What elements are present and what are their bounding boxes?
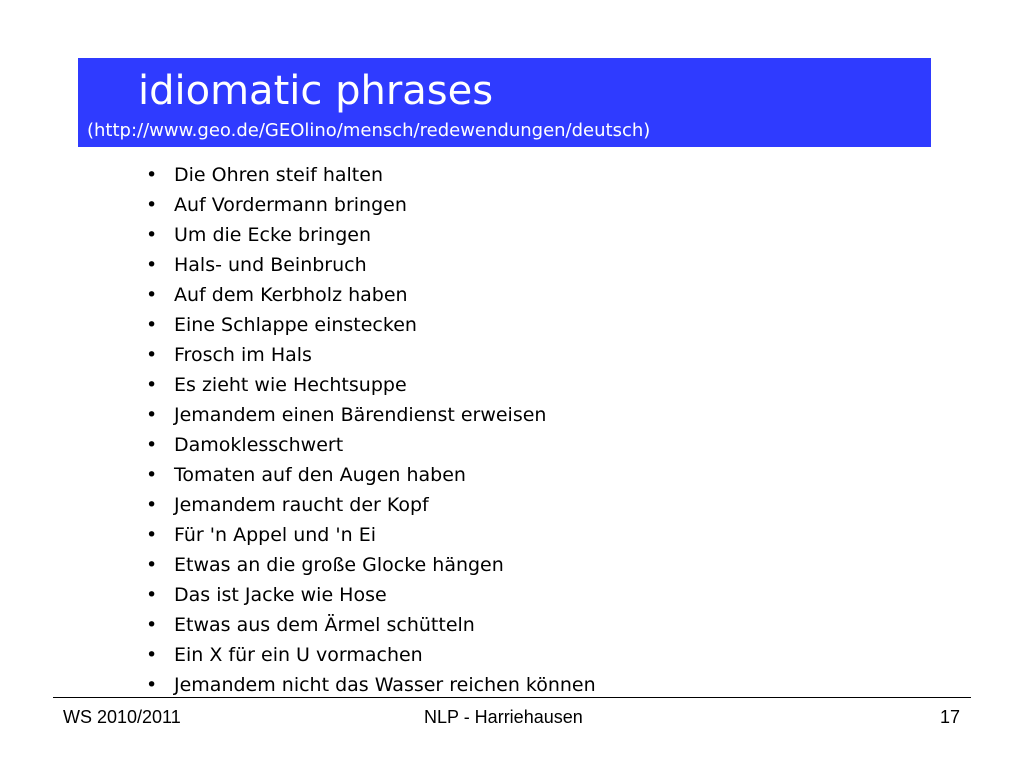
phrase-text: Tomaten auf den Augen haben bbox=[174, 464, 466, 486]
list-item bbox=[146, 190, 596, 220]
bullet-marker: • bbox=[146, 494, 158, 516]
phrase-text: Jemandem nicht das Wasser reichen können bbox=[174, 674, 596, 696]
list-item bbox=[146, 460, 596, 490]
bullet-marker: • bbox=[146, 164, 158, 186]
slide-title: idiomatic phrases bbox=[138, 68, 494, 114]
bullet-marker: • bbox=[146, 614, 158, 636]
bullet-marker: • bbox=[146, 344, 158, 366]
list-item bbox=[146, 310, 596, 340]
bullet-marker: • bbox=[146, 404, 158, 426]
phrase-text: Es zieht wie Hechtsuppe bbox=[174, 374, 407, 396]
list-item bbox=[146, 520, 596, 550]
phrase-text: Damoklesschwert bbox=[174, 434, 344, 456]
phrase-text: Das ist Jacke wie Hose bbox=[174, 584, 387, 606]
phrase-text: Hals- und Beinbruch bbox=[174, 254, 367, 276]
list-item bbox=[146, 550, 596, 580]
page-number: 17 bbox=[940, 707, 961, 727]
footer-course: NLP - Harriehausen bbox=[424, 707, 583, 727]
list-item bbox=[146, 670, 596, 700]
phrase-text: Etwas aus dem Ärmel schütteln bbox=[174, 614, 475, 636]
phrase-text: Frosch im Hals bbox=[174, 344, 312, 366]
bullet-marker: • bbox=[146, 584, 158, 606]
bullet-marker: • bbox=[146, 434, 158, 456]
phrase-text: Eine Schlappe einstecken bbox=[174, 314, 417, 336]
phrase-text: Die Ohren steif halten bbox=[174, 164, 383, 186]
list-item bbox=[146, 280, 596, 310]
phrase-text: Ein X für ein U vormachen bbox=[174, 644, 423, 666]
phrase-text: Auf Vordermann bringen bbox=[174, 194, 407, 216]
phrase-text: Für 'n Appel und 'n Ei bbox=[174, 524, 376, 546]
list-item bbox=[146, 220, 596, 250]
bullet-marker: • bbox=[146, 224, 158, 246]
list-item bbox=[146, 160, 596, 190]
title-banner bbox=[78, 58, 931, 147]
phrase-text: Jemandem einen Bärendienst erweisen bbox=[174, 404, 547, 426]
list-item bbox=[146, 400, 596, 430]
footer-semester: WS 2010/2011 bbox=[63, 707, 181, 727]
bullet-marker: • bbox=[146, 374, 158, 396]
bullet-marker: • bbox=[146, 554, 158, 576]
bullet-marker: • bbox=[146, 254, 158, 276]
bullet-marker: • bbox=[146, 524, 158, 546]
bullet-marker: • bbox=[146, 194, 158, 216]
list-item bbox=[146, 370, 596, 400]
bullet-marker: • bbox=[146, 674, 158, 696]
phrase-text: Auf dem Kerbholz haben bbox=[174, 284, 408, 306]
footer-divider bbox=[53, 697, 971, 698]
bullet-marker: • bbox=[146, 644, 158, 666]
bullet-marker: • bbox=[146, 464, 158, 486]
bullet-marker: • bbox=[146, 284, 158, 306]
list-item bbox=[146, 430, 596, 460]
phrase-text: Etwas an die große Glocke hängen bbox=[174, 554, 504, 576]
bullet-marker: • bbox=[146, 314, 158, 336]
list-item bbox=[146, 340, 596, 370]
phrase-list bbox=[146, 160, 596, 700]
list-item bbox=[146, 490, 596, 520]
list-item bbox=[146, 580, 596, 610]
list-item bbox=[146, 610, 596, 640]
list-item bbox=[146, 250, 596, 280]
list-item bbox=[146, 640, 596, 670]
phrase-text: Um die Ecke bringen bbox=[174, 224, 372, 246]
source-url: (http://www.geo.de/GEOlino/mensch/redewendungen/deutsch) bbox=[87, 120, 651, 141]
phrase-text: Jemandem raucht der Kopf bbox=[174, 494, 429, 516]
